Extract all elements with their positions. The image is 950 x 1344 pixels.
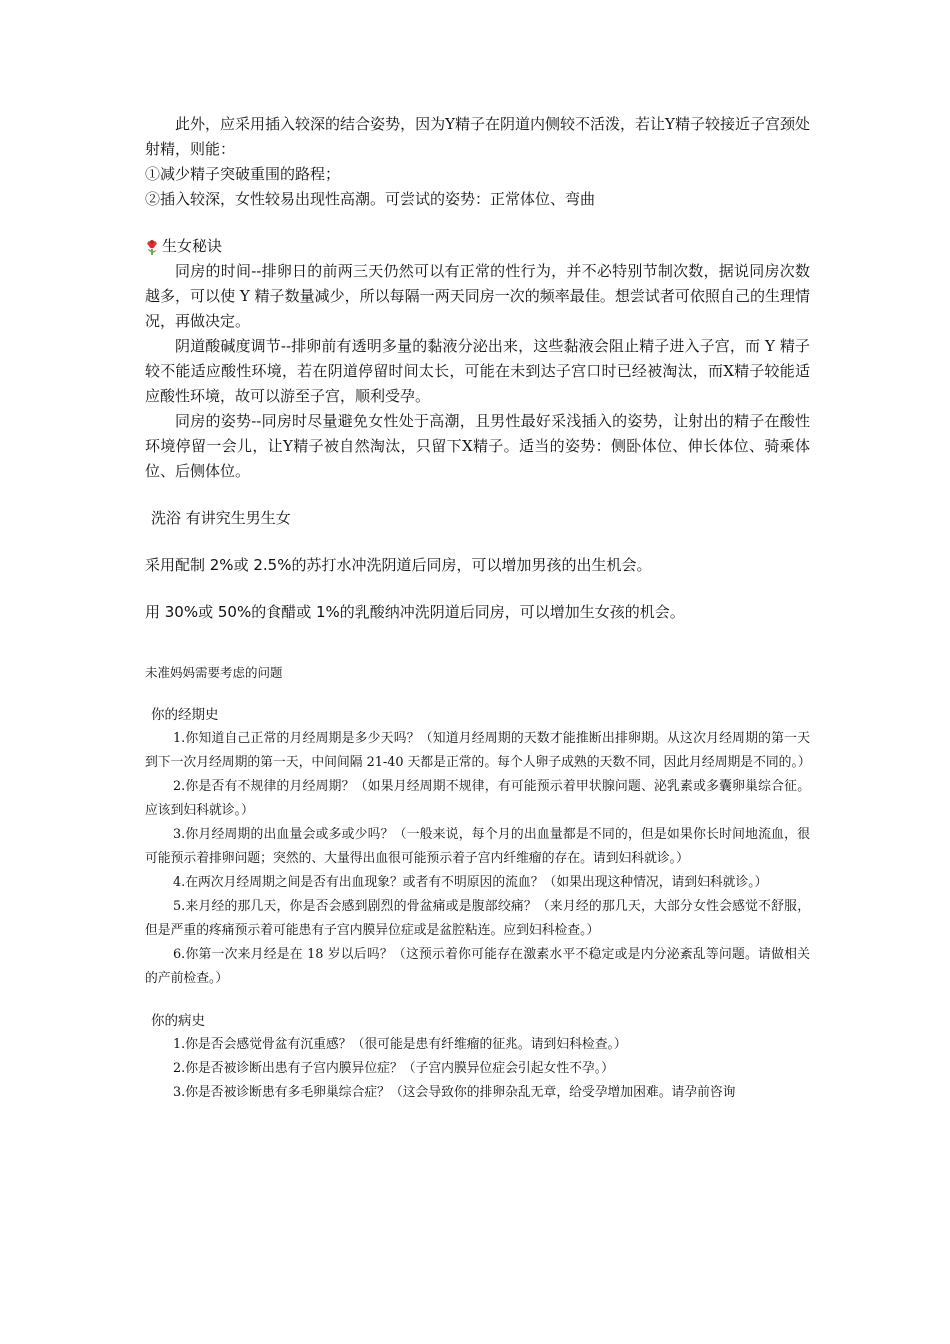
list-item: ②插入较深，女性较易出现性高潮。可尝试的姿势：正常体位、弯曲 — [145, 190, 596, 208]
section-title: 未准妈妈需要考虑的问题 — [145, 665, 283, 680]
list-item: 3.你月经周期的出血量会或多或少吗？（一般来说，每个月的出血量都是不同的，但是如果你长时间地流血，很可能预示着排卵问题；突然的、大量得出血很可能预示着子宫内纤维瘤的存在。请到妇科就诊。） — [145, 827, 810, 866]
section-heading — [145, 234, 810, 259]
list-item: 2.你是否有不规律的月经周期？（如果月经周期不规律，有可能预示着甲状腺问题、泌乳素或多囊卵巢综合征。应该到妇科就诊。） — [145, 779, 810, 818]
list-item: 1.你是否会感觉骨盆有沉重感？（很可能是患有纤维瘤的征兆。请到妇科检查。） — [173, 1037, 627, 1052]
paragraph: 采用配制 2%或 2.5%的苏打水冲洗阴道后同房，可以增加男孩的出生机会。 — [145, 556, 652, 574]
list-item: 6.你第一次来月经是在 18 岁以后吗？（这预示着你可能存在激素水平不稳定或是内分泌紊乱等问题。请做相关的产前检查。） — [145, 947, 810, 986]
paragraph: 同房的姿势--同房时尽量避免女性处于高潮，且男性最好采浅插入的姿势，让射出的精子在酸性环境停留一会儿，让Y精子被自然淘汰，只留下X精子。适当的姿势：侧卧体位、伸长体位、骑乘体位、后侧体位。 — [145, 412, 810, 480]
subsection-title: 你的病史 — [151, 1013, 205, 1029]
section-title: 生女秘诀 — [162, 237, 223, 255]
list-item: 4.在两次月经周期之间是否有出血现象？或者有不明原因的流血？（如果出现这种情况，请到妇科就诊。） — [173, 875, 768, 890]
list-item: 2.你是否被诊断出患有子宫内膜异位症？（子宫内膜异位症会引起女性不孕。） — [173, 1061, 614, 1076]
document-page — [145, 112, 810, 1105]
flower-icon — [145, 239, 159, 255]
list-item: 1.你知道自己正常的月经周期是多少天吗？（知道月经周期的天数才能推断出排卵期。从这次月经周期的第一天到下一次月经周期的第一天，中间间隔 21-40 天都是正常的。每个人卵子成熟的天数不同，因此月经周期是不同的。） — [145, 731, 811, 770]
list-item: 5.来月经的那几天，你是否会感到剧烈的骨盆痛或是腹部绞痛？（来月经的那几天，大部分女性会感觉不舒服，但是严重的疼痛预示着可能患有子宫内膜异位症或是盆腔粘连。应到妇科检查。） — [145, 899, 810, 938]
list-item: 3.你是否被诊断患有多毛卵巢综合症？（这会导致你的排卵杂乱无章，给受孕增加困难。请孕前咨询 — [173, 1085, 736, 1100]
paragraph: 阴道酸碱度调节--排卵前有透明多量的黏液分泌出来，这些黏液会阻止精子进入子宫，而 Y 精子较不能适应酸性环境，若在阴道停留时间太长，可能在未到达子宫口时已经被淘汰，而X精子较能适应酸性环境，故可以游至子宫，顺利受孕。 — [145, 337, 810, 405]
section-title: 洗浴 有讲究生男生女 — [151, 509, 291, 527]
paragraph: 同房的时间--排卵日的前两三天仍然可以有正常的性行为，并不必特别节制次数，据说同房次数越多，可以使 Y 精子数量减少，所以每隔一两天同房一次的频率最佳。想尝试者可依照自己的生理情况，再做决定。 — [145, 262, 810, 330]
subsection-title: 你的经期史 — [151, 707, 219, 723]
list-item: ①减少精子突破重围的路程； — [145, 165, 341, 183]
paragraph: 用 30%或 50%的食醋或 1%的乳酸纳冲洗阴道后同房，可以增加生女孩的机会。 — [145, 603, 685, 621]
paragraph: 此外，应采用插入较深的结合姿势，因为Y精子在阴道内侧较不活泼，若让Y精子较接近子宫颈处射精，则能： — [145, 115, 810, 158]
